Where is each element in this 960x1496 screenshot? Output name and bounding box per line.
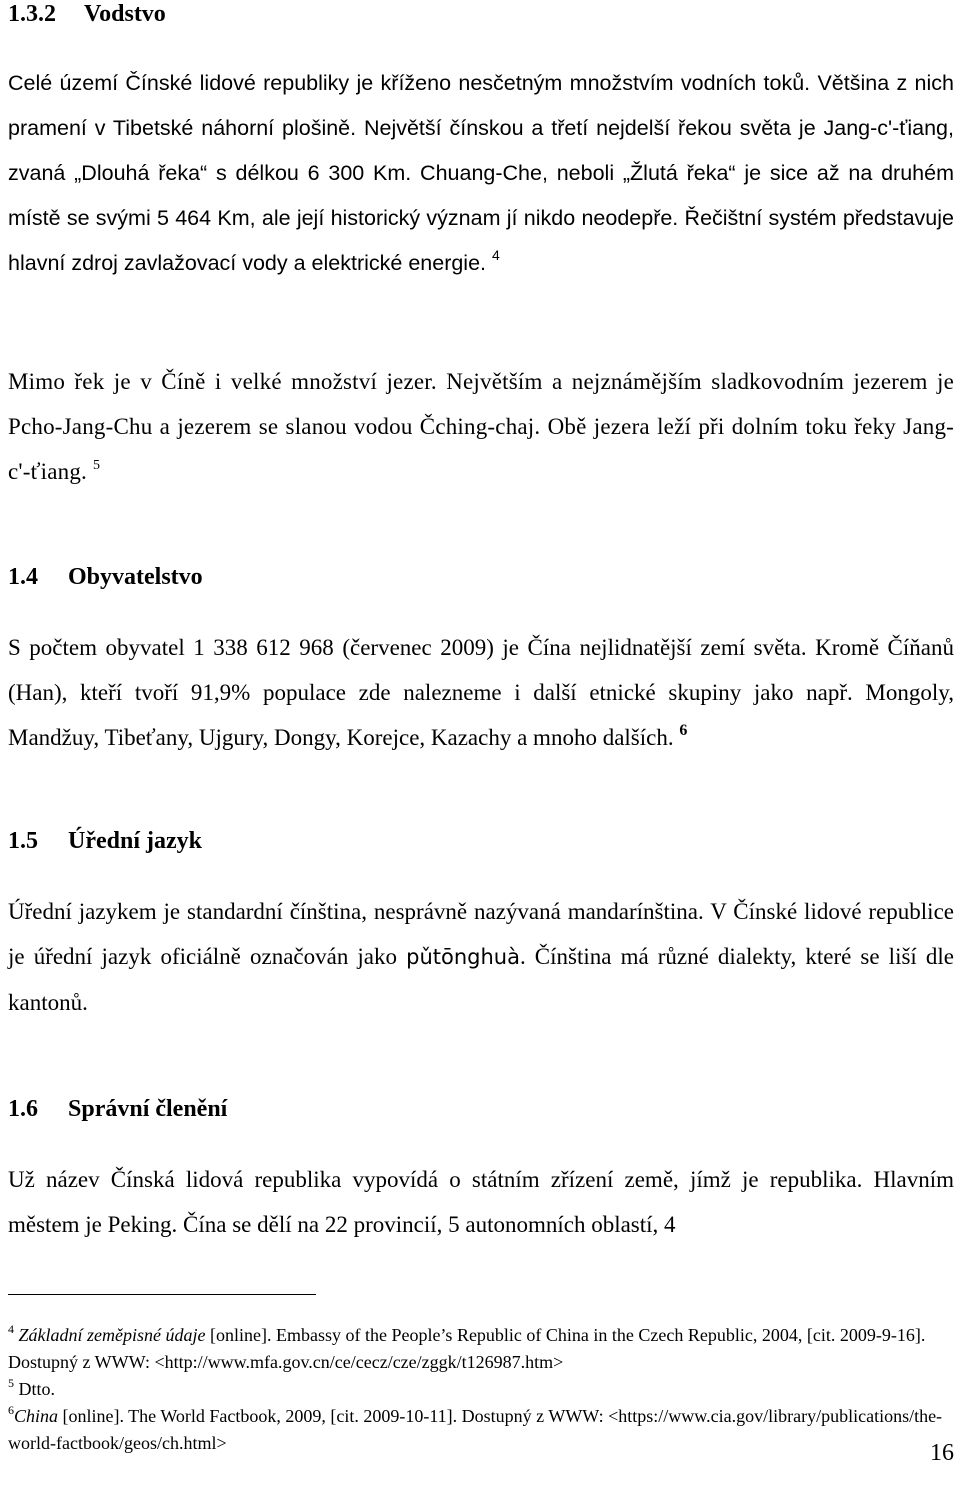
paragraph-cleneni: Už název Čínská lidová republika vypovídá o státním zřízení země, jímž je republika. Hlavním městem je Peking. Čína se dělí na 22 provincií, 5 autonomních oblastí, 4 — [8, 1167, 954, 1237]
section-title: Obyvatelstvo — [68, 564, 203, 590]
footnote-ref-6[interactable]: 6 — [679, 722, 688, 739]
paragraph-vodstvo-lakes — [8, 359, 954, 494]
section-number: 1.6 — [8, 1096, 38, 1122]
paragraph-jazyk — [8, 889, 954, 1025]
footnote-6 — [8, 1403, 954, 1457]
footnote-separator — [8, 1294, 316, 1295]
footnote-title: China — [14, 1406, 59, 1426]
paragraph-text: S počtem obyvatel 1 338 612 968 (červenec 2009) je Čína nejlidnatější zemí světa. Kromě Číňanů (Han), kteří tvoří 91,9% populace zde nalezneme i další etnické skupiny jako např. Mongoly, Mandžuy, Tibeťany, Ujgury, Dongy, Korejce, Kazachy a mnoho dalších. — [8, 635, 954, 750]
paragraph-vodstvo-rivers — [8, 61, 954, 286]
footnote-number: 4 — [8, 1322, 14, 1336]
section-number: 1.5 — [8, 828, 38, 854]
section-title: Úřední jazyk — [68, 828, 202, 854]
section-heading-obyvatelstvo — [8, 563, 203, 591]
section-heading-jazyk — [8, 827, 202, 855]
footnote-text: [online]. Embassy of the People’s Republic of China in the Czech Republic, 2004, [cit. 2009-9-16]. Dostupný z WWW: <http://www.mfa.gov.cn/ce/cecz/cze/zggk/t126987.htm> — [8, 1325, 926, 1372]
paragraph-obyvatelstvo — [8, 625, 954, 760]
paragraph-text: Celé území Čínské lidové republiky je kříženo nesčetným množstvím vodních toků. Většina z nich pramení v Tibetské náhorní plošině. Největší čínskou a třetí nejdelší řekou světa je Jang-c'-ťiang, zvaná „Dlouhá řeka“ s délkou 6 300 Km. Chuang-Che, neboli „Žlutá řeka“ je sice až na druhém místě se svými 5 464 Km, ale její historický význam jí nikdo neodepře. Řečištní systém představuje hlavní zdroj zavlažovací vody a elektrické energie. — [8, 71, 954, 275]
section-title: Vodstvo — [84, 1, 166, 27]
footnote-number: 6 — [8, 1403, 14, 1417]
paragraph-text: Úřední jazykem je standardní čínština, nesprávně nazývaná mandarínština. V Čínské lidové republice je úřední jazyk oficiálně označován jako — [8, 899, 954, 969]
footnote-ref-4[interactable]: 4 — [492, 247, 500, 263]
page-number: 16 — [930, 1440, 954, 1466]
paragraph-text: Mimo řek je v Číně i velké množství jezer. Největším a nejznámějším sladkovodním jezerem je Pcho-Jang-Chu a jezerem se slanou vodou Čching-chaj. Obě jezera leží při dolním toku řeky Jang-c'-ťiang. — [8, 369, 954, 484]
footnote-5 — [8, 1376, 954, 1403]
footnote-title: Základní zeměpisné údaje — [18, 1325, 206, 1345]
paragraph-text: . Čínština má různé dialekty, které se liší dle kantonů. — [8, 944, 954, 1015]
footnote-number: 5 — [8, 1376, 14, 1390]
footnote-text: Dtto. — [14, 1379, 56, 1399]
section-heading-vodstvo — [8, 0, 166, 28]
section-heading-cleneni — [8, 1095, 227, 1123]
footnote-4 — [8, 1322, 954, 1376]
section-title: Správní členění — [68, 1096, 228, 1122]
putonghua-term: pǔtōnghuà — [406, 945, 520, 969]
footnote-ref-5[interactable]: 5 — [92, 458, 101, 473]
section-number: 1.3.2 — [8, 1, 56, 27]
section-number: 1.4 — [8, 564, 38, 590]
footnote-text: [online]. The World Factbook, 2009, [cit. 2009-10-11]. Dostupný z WWW: <https://www.cia.gov/library/publications/the-world-factbook/geos/ch.html> — [8, 1406, 943, 1453]
